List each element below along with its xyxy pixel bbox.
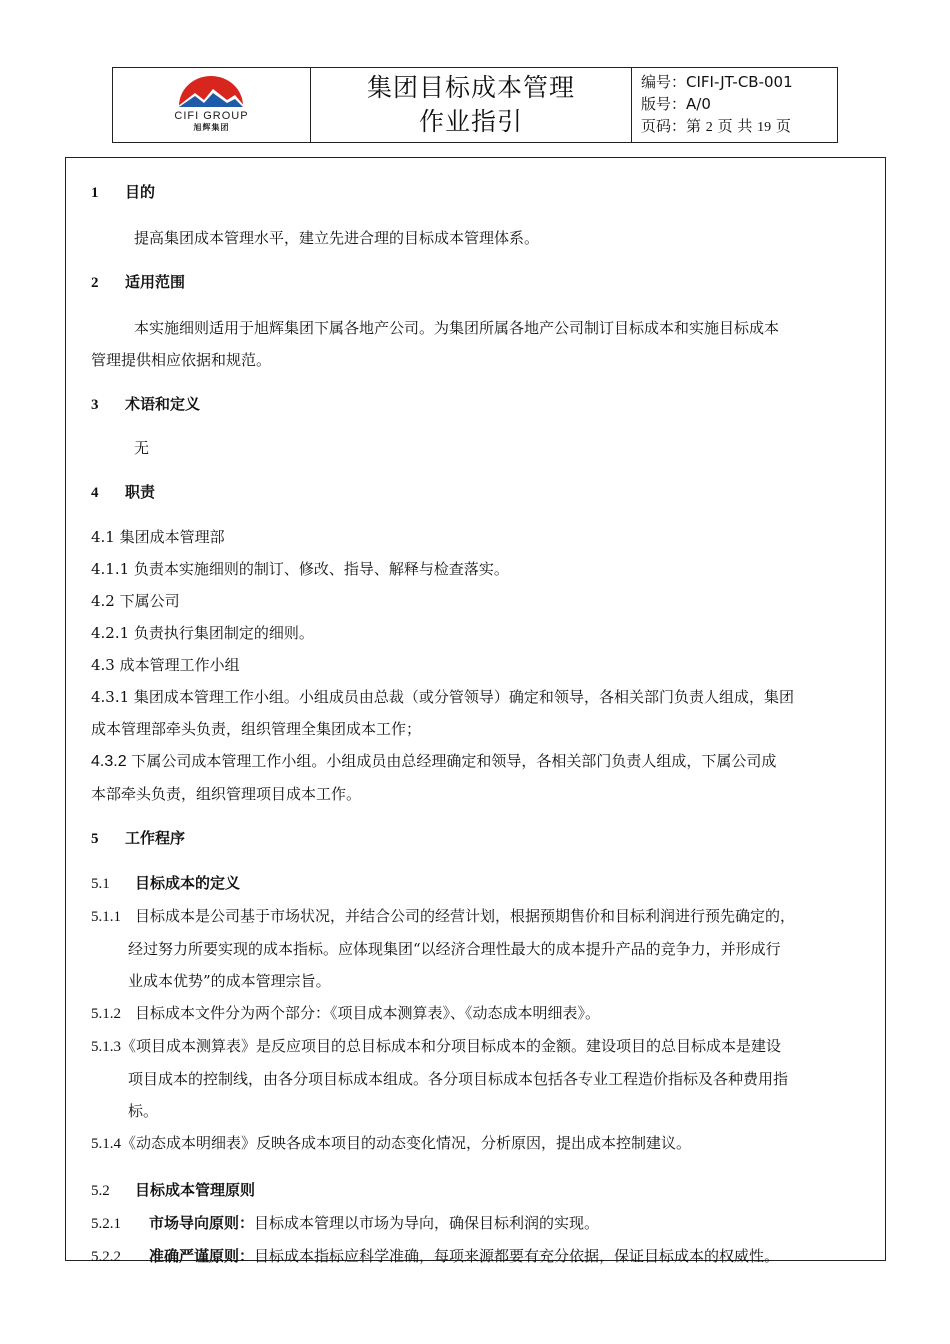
document-code: 编号：CIFI-JT-CB-001 <box>641 73 793 91</box>
item-number: 5.2.1 <box>91 1216 121 1232</box>
title-line-2: 作业指引 <box>418 107 523 136</box>
item-number: 4.3.2 <box>91 753 127 770</box>
document-body <box>91 178 866 1273</box>
page-prefix: 页码：第 <box>641 117 702 135</box>
item-number: 5.1.1 <box>91 909 121 925</box>
paragraph-continued: 管理提供相应依据和规范。 <box>91 351 272 369</box>
item-text: 目标成本是公司基于市场状况，并结合公司的经营计划，根据预期售价和目标利润进行预先确定的， <box>135 907 796 925</box>
section-title: 目的 <box>125 183 156 201</box>
section-number: 4 <box>91 485 99 501</box>
section-number: 2 <box>91 275 99 291</box>
paragraph: 无 <box>134 439 150 457</box>
list-item-continued: 项目成本的控制线，由各分项目标成本组成。各分项目标成本包括各专业工程造价指标及各种费用指 <box>128 1070 789 1088</box>
section-number: 3 <box>91 397 99 413</box>
item-number: 5.1.3 <box>91 1039 121 1055</box>
paragraph: 本实施细则适用于旭辉集团下属各地产公司。为集团所属各地产公司制订目标成本和实施目标成本 <box>134 319 780 337</box>
section-title: 职责 <box>125 483 156 501</box>
list-item: 4.1.1 负责本实施细则的制订、修改、指导、解释与检查落实。 <box>91 560 509 578</box>
list-item-continued: 成本管理部牵头负责，组织管理全集团成本工作； <box>91 720 422 738</box>
logo-english-text: CIFI GROUP <box>174 110 249 122</box>
document-version: 版号：A/0 <box>641 95 711 113</box>
item-text: 《动态成本明细表》反映各成本项目的动态变化情况，分析原因，提出成本控制建议。 <box>121 1134 692 1152</box>
item-bold-label: 市场导向原则： <box>149 1214 255 1232</box>
item-text: 目标成本管理以市场为导向，确保目标利润的实现。 <box>254 1214 600 1232</box>
list-item <box>91 997 866 1030</box>
page-suffix: 页 <box>775 117 791 135</box>
subsection-heading <box>91 867 866 900</box>
page-total: 19 <box>757 120 772 135</box>
list-item: 4.2 下属公司 <box>91 592 180 610</box>
list-item-continued: 本部牵头负责，组织管理项目成本工作。 <box>91 785 362 803</box>
item-text: 下属公司成本管理工作小组。小组成员由总经理确定和领导，各相关部门负责人组成，下属公司成 <box>126 752 777 770</box>
document-meta <box>632 68 837 142</box>
logo-chinese-text: 旭辉集团 <box>193 123 230 132</box>
document-header-table <box>112 67 838 143</box>
list-item <box>91 1207 866 1240</box>
item-text: 目标成本指标应科学准确，每项来源都要有充分依据，保证目标成本的权威性。 <box>254 1247 780 1265</box>
section-number: 5 <box>91 831 99 847</box>
page-number: 2 <box>705 120 713 135</box>
subsection-number: 5.2 <box>91 1183 110 1199</box>
list-item <box>91 745 866 778</box>
section-heading <box>91 824 866 853</box>
item-number: 5.1.2 <box>91 1006 121 1022</box>
list-item <box>91 1030 866 1063</box>
list-item: 4.3 成本管理工作小组 <box>91 656 240 674</box>
section-heading <box>91 478 866 507</box>
title-line-1: 集团目标成本管理 <box>366 73 575 102</box>
item-number: 5.1.4 <box>91 1136 121 1152</box>
list-item <box>91 1240 866 1273</box>
list-item-continued: 标。 <box>128 1102 159 1120</box>
section-title: 适用范围 <box>125 273 186 291</box>
list-item-continued: 经过努力所要实现的成本指标。应体现集团“以经济合理性最大的成本提升产品的竞争力，并形成行 <box>128 940 781 958</box>
item-number: 5.2.2 <box>91 1249 121 1265</box>
list-item <box>91 900 866 933</box>
logo-cell <box>113 68 311 142</box>
section-number: 1 <box>91 185 99 201</box>
subsection-number: 5.1 <box>91 876 110 892</box>
list-item: 4.3.1 集团成本管理工作小组。小组成员由总裁（或分管领导）确定和领导，各相关部门负责人组成，集团 <box>91 688 794 706</box>
subsection-heading <box>91 1174 866 1207</box>
list-item <box>91 1127 866 1160</box>
page-indicator <box>641 115 837 139</box>
page-mid: 页 共 <box>717 117 753 135</box>
list-item-continued: 业成本优势”的成本管理宗旨。 <box>128 972 331 990</box>
paragraph: 提高集团成本管理水平，建立先进合理的目标成本管理体系。 <box>134 229 540 247</box>
item-text: 目标成本文件分为两个部分：《项目成本测算表》、《动态成本明细表》。 <box>135 1004 601 1022</box>
subsection-title: 目标成本管理原则 <box>135 1181 256 1199</box>
list-item: 4.1 集团成本管理部 <box>91 528 225 546</box>
content-frame <box>65 157 886 1265</box>
section-title: 术语和定义 <box>125 395 201 413</box>
list-item: 4.2.1 负责执行集团制定的细则。 <box>91 624 314 642</box>
subsection-title: 目标成本的定义 <box>135 874 241 892</box>
document-title <box>311 68 632 142</box>
cifi-logo-icon <box>175 73 247 111</box>
section-heading <box>91 178 866 207</box>
section-title: 工作程序 <box>125 829 186 847</box>
item-bold-label: 准确严谨原则： <box>149 1247 255 1265</box>
section-heading <box>91 390 866 419</box>
section-heading <box>91 268 866 297</box>
item-text: 《项目成本测算表》是反应项目的总目标成本和分项目标成本的金额。建设项目的总目标成本是建设 <box>121 1037 782 1055</box>
